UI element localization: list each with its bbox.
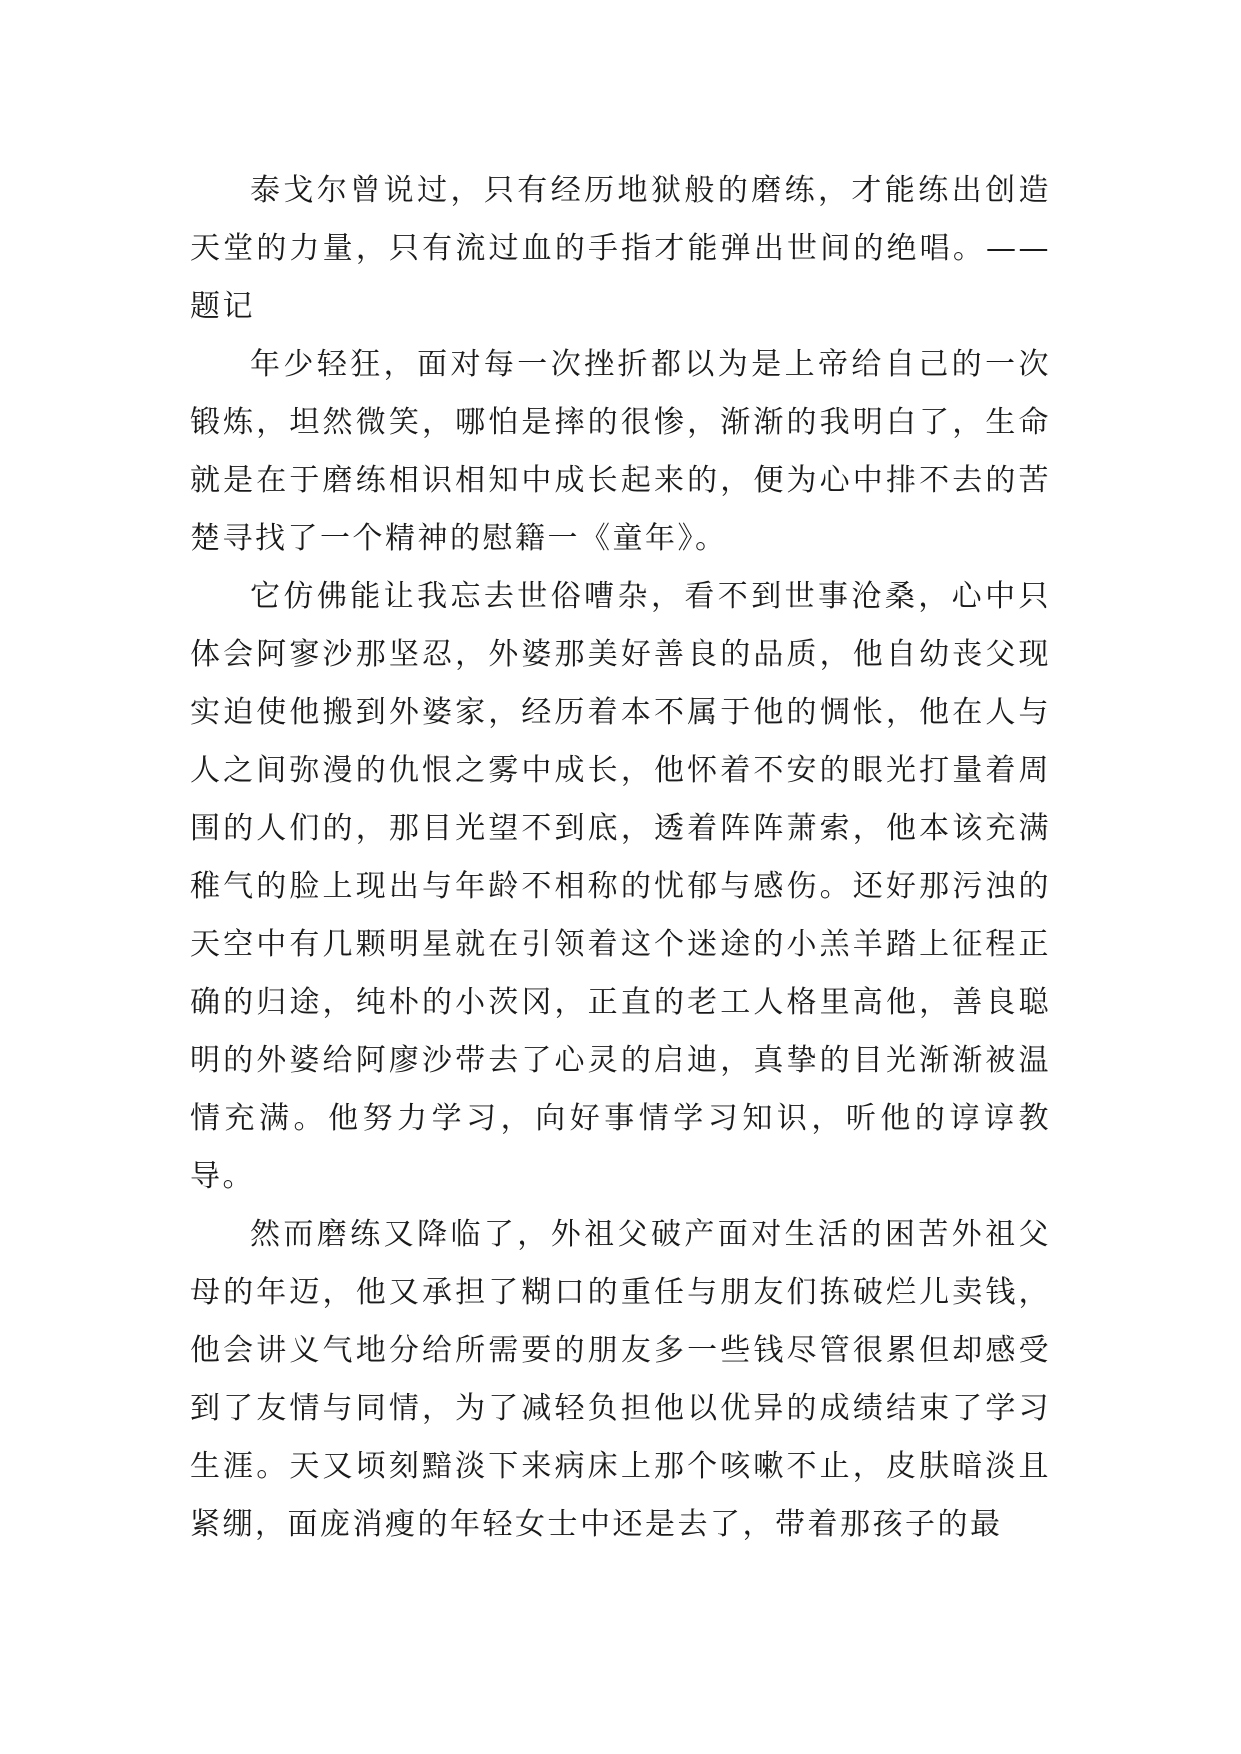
paragraph: 它仿佛能让我忘去世俗嘈杂，看不到世事沧桑，心中只体会阿寥沙那坚忍，外婆那美好善良的品质，他自幼丧父现实迫使他搬到外婆家，经历着本不属于他的惆怅，他在人与人之间弥漫的仇恨之雾中成长，他怀着不安的眼光打量着周围的人们的，那目光望不到底，透着阵阵萧索，他本该充满稚气的脸上现出与年龄不相称的忧郁与感伤。还好那污浊的天空中有几颗明星就在引领着这个迷途的小羔羊踏上征程正确的归途，纯朴的小茨冈，正直的老工人格里高他，善良聪明的外婆给阿廖沙带去了心灵的启迪，真挚的目光渐渐被温情充满。他努力学习，向好事情学习知识，听他的谆谆教导。 xyxy=(190,579,1051,1194)
paragraph-epigraph: 泰戈尔曾说过，只有经历地狱般的磨练，才能练出创造天堂的力量，只有流过血的手指才能弹出世间的绝唱。——题记 xyxy=(190,173,1051,324)
paragraph: 年少轻狂，面对每一次挫折都以为是上帝给自己的一次锻炼，坦然微笑，哪怕是摔的很惨，渐渐的我明白了，生命就是在于磨练相识相知中成长起来的，便为心中排不去的苦楚寻找了一个精神的慰籍一《童年》。 xyxy=(190,347,1051,556)
paragraph: 然而磨练又降临了，外祖父破产面对生活的困苦外祖父母的年迈，他又承担了糊口的重任与朋友们拣破烂儿卖钱，他会讲义气地分给所需要的朋友多一些钱尽管很累但却感受到了友情与同情，为了减轻负担他以优异的成绩结束了学习生涯。天又顷刻黯淡下来病床上那个咳嗽不止，皮肤暗淡且紧绷，面庞消瘦的年轻女士中还是去了，带着那孩子的最 xyxy=(190,1217,1051,1542)
document-body xyxy=(190,162,1051,1554)
